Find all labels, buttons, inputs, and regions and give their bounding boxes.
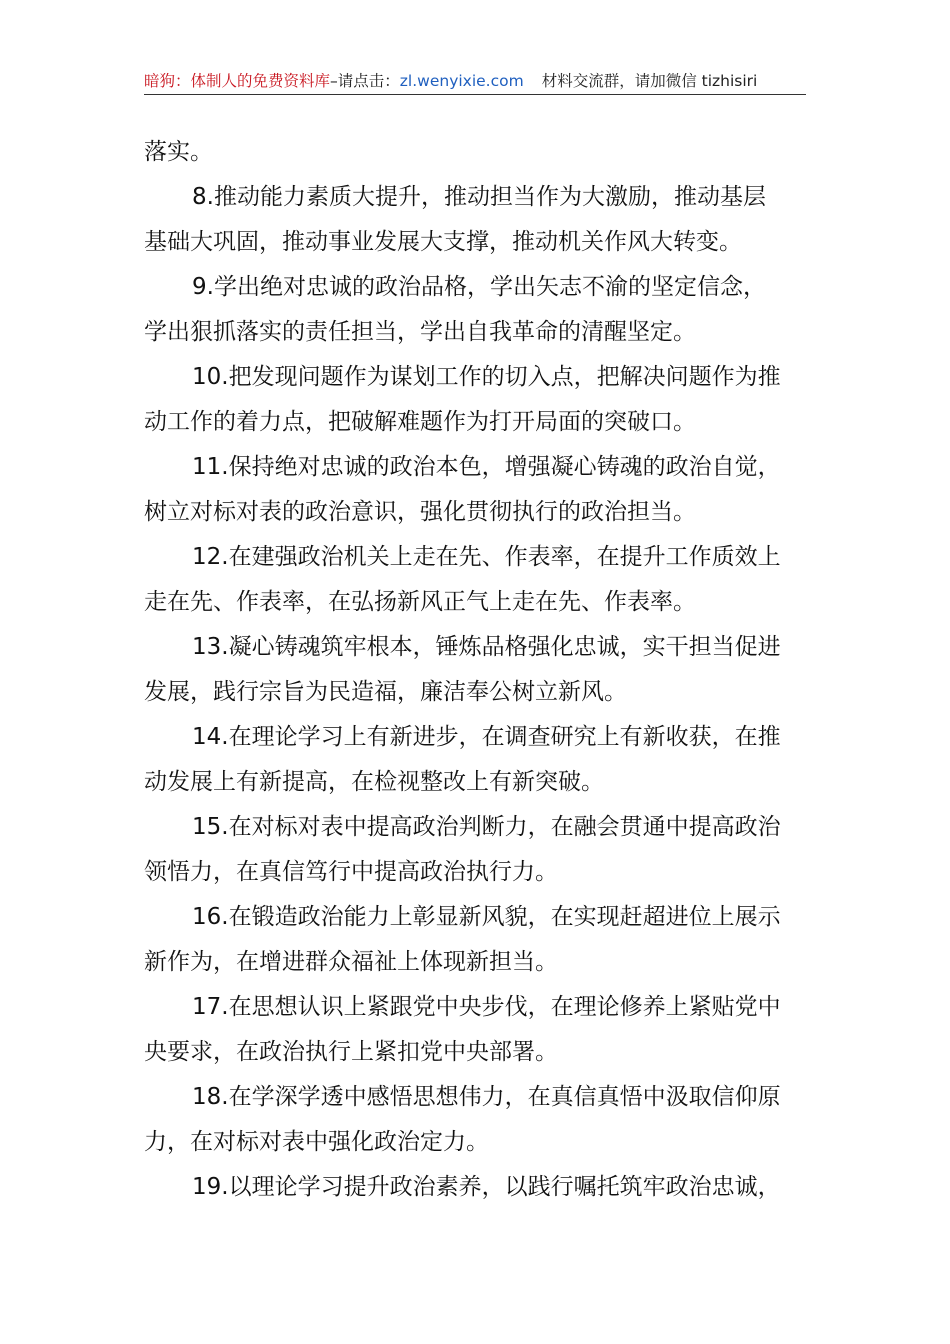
page-header <box>144 68 806 94</box>
header-wechat-note: 材料交流群，请加微信 tizhisiri <box>541 72 758 90</box>
text-line: 基础大巩固，推动事业发展大支撑，推动机关作风大转变。 <box>144 229 742 255</box>
header-cta: –请点击： <box>330 72 400 90</box>
header-link[interactable]: zl.wenyixie.com <box>399 72 524 90</box>
text-line: 动发展上有新提高，在检视整改上有新突破。 <box>144 769 604 795</box>
text-line: 落实。 <box>144 139 213 165</box>
text-line: 树立对标对表的政治意识，强化贯彻执行的政治担当。 <box>144 499 696 525</box>
text-line: 领悟力，在真信笃行中提高政治执行力。 <box>144 859 558 885</box>
text-line: 新作为，在增进群众福祉上体现新担当。 <box>144 949 558 975</box>
text-line: 9.学出绝对忠诚的政治品格，学出矢志不渝的坚定信念， <box>192 274 766 300</box>
text-line: 力，在对标对表中强化政治定力。 <box>144 1129 489 1155</box>
text-line: 18.在学深学透中感悟思想伟力，在真信真悟中汲取信仰原 <box>192 1084 781 1110</box>
text-line: 走在先、作表率，在弘扬新风正气上走在先、作表率。 <box>144 589 696 615</box>
text-line: 10.把发现问题作为谋划工作的切入点，把解决问题作为推 <box>192 364 781 390</box>
text-line: 央要求，在政治执行上紧扣党中央部署。 <box>144 1039 558 1065</box>
text-line: 19.以理论学习提升政治素养，以践行嘱托筑牢政治忠诚， <box>192 1174 781 1200</box>
text-line: 12.在建强政治机关上走在先、作表率，在提升工作质效上 <box>192 544 781 570</box>
text-line: 13.凝心铸魂筑牢根本，锤炼品格强化忠诚，实干担当促进 <box>192 634 781 660</box>
text-line: 17.在思想认识上紧跟党中央步伐，在理论修养上紧贴党中 <box>192 994 781 1020</box>
text-line: 发展，践行宗旨为民造福，廉洁奉公树立新风。 <box>144 679 627 705</box>
text-line: 15.在对标对表中提高政治判断力，在融会贯通中提高政治 <box>192 814 781 840</box>
header-divider <box>144 94 806 95</box>
text-line: 16.在锻造政治能力上彰显新风貌，在实现赶超进位上展示 <box>192 904 781 930</box>
text-line: 14.在理论学习上有新进步，在调查研究上有新收获，在推 <box>192 724 781 750</box>
text-line: 动工作的着力点，把破解难题作为打开局面的突破口。 <box>144 409 696 435</box>
header-brand: 暗狗：体制人的免费资料库 <box>144 72 331 90</box>
text-line: 11.保持绝对忠诚的政治本色，增强凝心铸魂的政治自觉， <box>192 454 781 480</box>
text-line: 学出狠抓落实的责任担当，学出自我革命的清醒坚定。 <box>144 319 696 345</box>
text-line: 8.推动能力素质大提升，推动担当作为大激励，推动基层 <box>192 184 766 210</box>
